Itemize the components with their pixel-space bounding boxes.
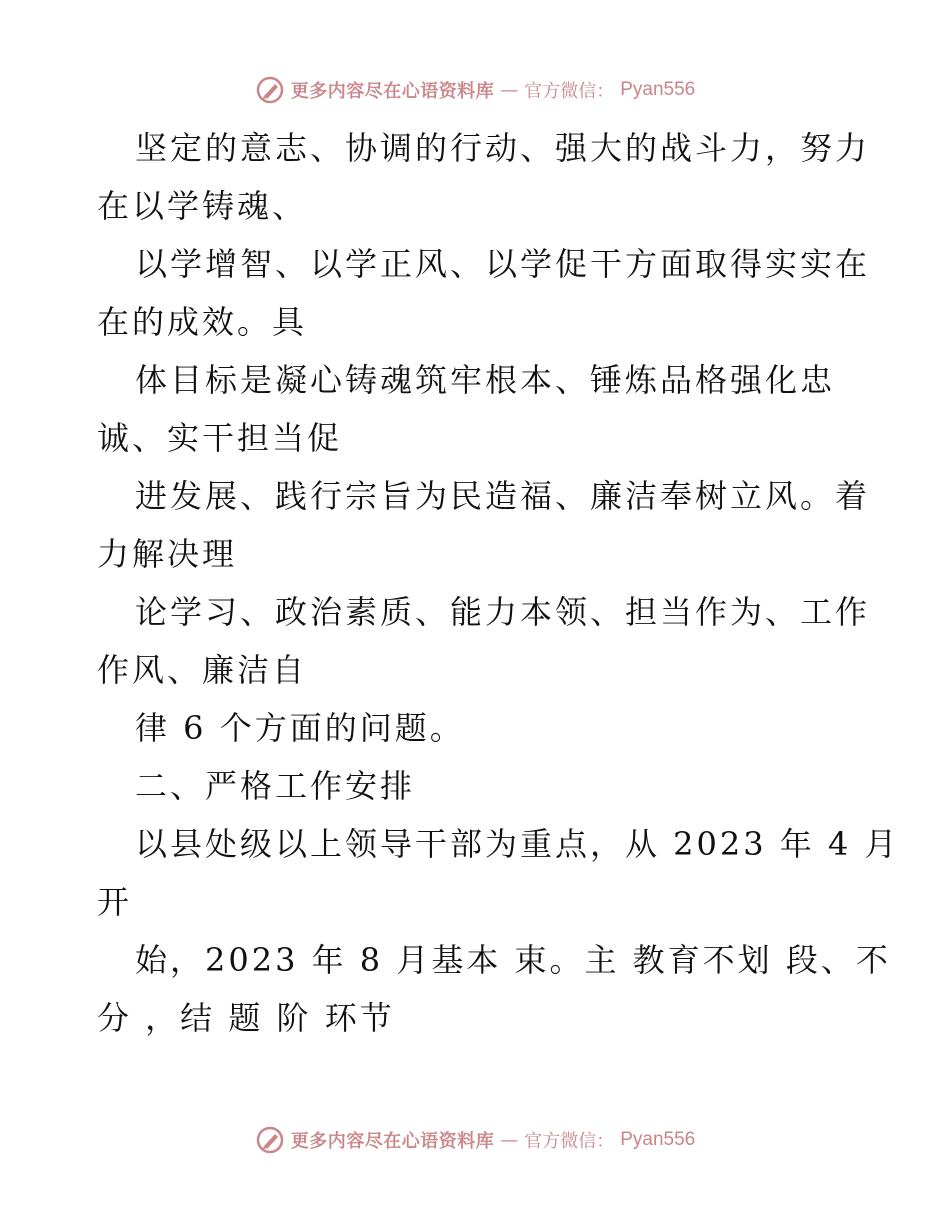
text-line: 体目标是凝心铸魂筑牢根本、锤炼品格强化忠 — [135, 361, 836, 399]
text-line: 力解决理 — [97, 535, 238, 573]
text-line: 诚、实干担当促 — [97, 419, 343, 457]
text-line: 在的成效。具 — [97, 303, 308, 341]
text-line: 始，2023 年 8 月基本 束。主 教育不划 段、不 — [135, 941, 891, 979]
text-line: 律 6 个方面的问题。 — [135, 709, 465, 747]
watermark-wechat-id: Pyan556 — [620, 1129, 696, 1150]
watermark-brand-text: 更多内容尽在心语资料库 — [290, 81, 495, 102]
watermark-wechat-label: 官方微信： — [524, 81, 615, 102]
watermark-separator: — — [500, 1129, 519, 1151]
text-line: 分 ，结 题 阶 环节 — [97, 999, 395, 1037]
watermark-wechat-label: 官方微信： — [524, 1131, 615, 1152]
watermark-separator: — — [500, 79, 519, 101]
text-line: 以县处级以上领导干部为重点，从 2023 年 4 月 — [135, 825, 900, 863]
text-line: 以学增智、以学正风、以学促干方面取得实实在 — [135, 245, 871, 283]
text-line: 进发展、践行宗旨为民造福、廉洁奉树立风。着 — [135, 477, 871, 515]
text-line: 论学习、政治素质、能力本领、担当作为、工作 — [135, 593, 871, 631]
pen-logo-icon — [255, 75, 285, 105]
text-line: 坚定的意志、协调的行动、强大的战斗力，努力 — [135, 129, 871, 167]
text-line: 开 — [97, 883, 133, 921]
text-line: 作风、廉洁自 — [97, 651, 308, 689]
section-heading: 二、严格工作安排 — [135, 767, 416, 805]
header-watermark — [0, 73, 950, 107]
pen-logo-icon — [255, 1125, 285, 1155]
footer-watermark — [0, 1123, 950, 1157]
text-line: 在以学铸魂、 — [97, 187, 308, 225]
watermark-brand-text: 更多内容尽在心语资料库 — [290, 1131, 495, 1152]
watermark-wechat-id: Pyan556 — [620, 79, 696, 100]
